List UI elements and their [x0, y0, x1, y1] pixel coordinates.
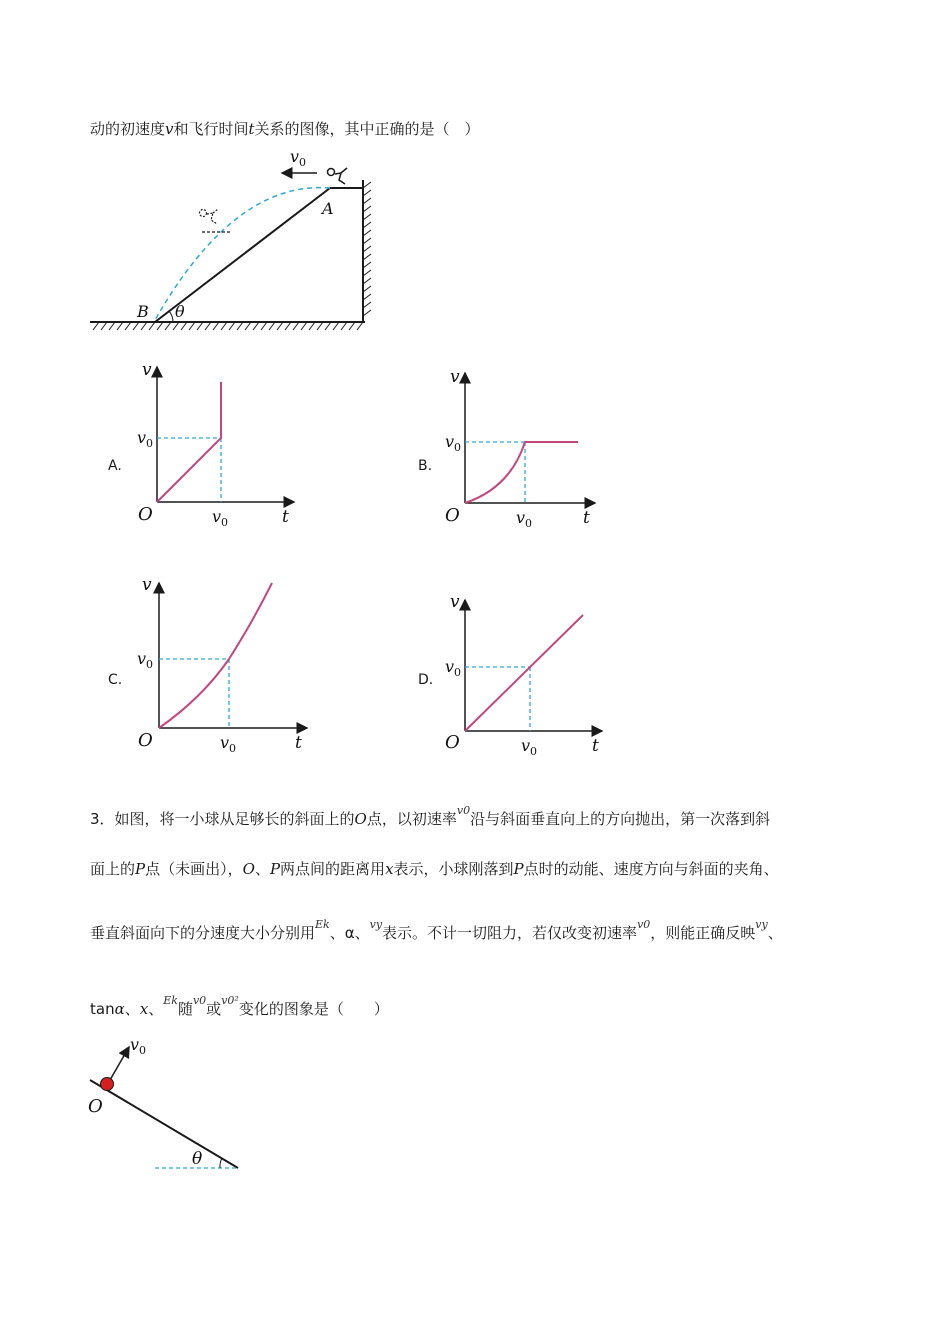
- q3-text: 变化的图象是（ ）: [238, 1000, 389, 1018]
- q3-var-v0: v0: [637, 918, 651, 931]
- q3-var-v0: v0: [456, 804, 471, 817]
- option-d-curve: [465, 615, 583, 731]
- q3-var-v0-squared: v0²: [221, 994, 239, 1007]
- option-c-v0-x: $v_0$: [220, 733, 237, 755]
- q3-text: 表示，小球刚落到: [393, 860, 514, 878]
- option-d-x-label: t: [592, 736, 599, 756]
- q3-var-vy: vy: [755, 918, 768, 931]
- flying-skier-icon: [200, 209, 219, 224]
- q3-text: 点时的动能、速度方向与斜面的夹角、: [523, 860, 779, 878]
- incline-line: [90, 1080, 238, 1168]
- intro-line: [90, 118, 480, 139]
- option-c-y-label: v: [142, 575, 152, 595]
- option-a-x-label: t: [282, 507, 289, 527]
- intro-text-1: 动的初速度: [90, 120, 166, 138]
- point-a-label: A: [322, 199, 334, 218]
- q3-text: 、: [254, 860, 270, 878]
- option-d-v0-x: $v_0$: [521, 736, 538, 758]
- option-c-curve: [159, 583, 272, 728]
- option-d-origin: O: [445, 732, 460, 753]
- option-b-origin: O: [445, 505, 460, 526]
- q3-var-o: O: [242, 860, 255, 878]
- q3-var-ek: Ek: [163, 994, 178, 1007]
- q3-line-4: [90, 994, 389, 1019]
- v0-label: $v_0$: [290, 147, 307, 169]
- q3-text: 或: [206, 1000, 222, 1018]
- q3-text: 沿与斜面垂直向上的方向抛出，第一次落到斜: [470, 810, 771, 828]
- ball-icon: [101, 1078, 114, 1091]
- q3-text: 3．如图，将一小球从足够长的斜面上的: [90, 810, 355, 828]
- option-a-label: A.: [108, 458, 122, 474]
- option-c-x-label: t: [295, 733, 302, 753]
- option-c-origin: O: [138, 730, 153, 751]
- angle-theta-label: θ: [175, 302, 185, 321]
- q3-var-v0: v0: [192, 994, 207, 1007]
- option-a-origin: O: [138, 504, 153, 525]
- q3-text: 、α、: [329, 924, 370, 942]
- q3-var-alpha: α: [114, 1000, 125, 1018]
- q3-var-x: x: [139, 1000, 149, 1018]
- q3-text: tan: [90, 1000, 115, 1018]
- option-d-v0-y: $v_0$: [445, 657, 462, 679]
- angle-theta-label: θ: [192, 1149, 203, 1169]
- intro-var-v: v: [165, 120, 174, 138]
- q3-text: 、: [124, 1000, 140, 1018]
- option-c-graph: [132, 568, 332, 758]
- q3-var-p: P: [135, 860, 146, 878]
- intro-text-3: 关系的图像，其中正确的是（ ）: [254, 120, 480, 138]
- point-o-label: O: [88, 1096, 103, 1117]
- q3-text: 垂直斜面向下的分速度大小分别用: [90, 924, 316, 942]
- option-b-label: B.: [418, 458, 433, 474]
- option-b-v0-y: $v_0$: [445, 432, 462, 454]
- q3-var-vy: vy: [369, 918, 383, 931]
- angle-arc: [220, 1158, 222, 1168]
- q3-text: ，则能正确反映: [650, 924, 756, 942]
- q3-line-3: [90, 918, 783, 943]
- q3-var-p: P: [513, 860, 524, 878]
- option-d-graph: [440, 585, 630, 760]
- option-b-y-label: v: [450, 367, 460, 387]
- q3-var-p: P: [269, 860, 281, 878]
- q3-line-1: [90, 804, 771, 829]
- q3-text: 两点间的距离用: [280, 860, 386, 878]
- option-a-v0-x: $v_0$: [212, 507, 229, 529]
- option-b-graph: [440, 358, 630, 533]
- q3-text: 表示。不计一切阻力，若仅改变初速率: [382, 924, 638, 942]
- v0-arrow: [110, 1047, 129, 1080]
- angle-arc: [169, 311, 173, 322]
- option-b-x-label: t: [583, 508, 590, 528]
- option-a-curve: [157, 382, 221, 502]
- intro-text-2: 和飞行时间: [173, 120, 249, 138]
- option-d-label: D.: [418, 672, 434, 688]
- incline-figure: [85, 140, 385, 340]
- intro-var-t: t: [248, 120, 255, 138]
- ball-incline-figure: [80, 1030, 250, 1180]
- option-a-graph: [132, 355, 322, 530]
- option-d-y-label: v: [450, 592, 460, 612]
- ground-hatching: [93, 322, 363, 330]
- option-b-curve: [465, 442, 578, 503]
- skier-icon: [328, 168, 348, 184]
- option-a-v0-y: $v_0$: [137, 428, 154, 450]
- q3-line-2: [90, 858, 779, 879]
- q3-text: 随: [177, 1000, 193, 1018]
- q3-var-x: x: [385, 860, 394, 878]
- q3-text: 点（未画出），: [145, 860, 243, 878]
- v0-label: $v_0$: [130, 1035, 147, 1057]
- option-c-label: C.: [108, 672, 123, 688]
- q3-var-o: O: [354, 810, 367, 828]
- option-c-v0-y: $v_0$: [137, 649, 154, 671]
- q3-text: 、: [148, 1000, 164, 1018]
- option-b-v0-x: $v_0$: [516, 508, 533, 530]
- q3-text: 、: [767, 924, 783, 942]
- q3-text: 点，以初速率: [366, 810, 457, 828]
- q3-text: 面上的: [90, 860, 136, 878]
- wall-hatching: [363, 182, 371, 316]
- q3-var-ek: Ek: [315, 918, 330, 931]
- point-b-label: B: [137, 302, 149, 321]
- option-a-y-label: v: [142, 360, 152, 380]
